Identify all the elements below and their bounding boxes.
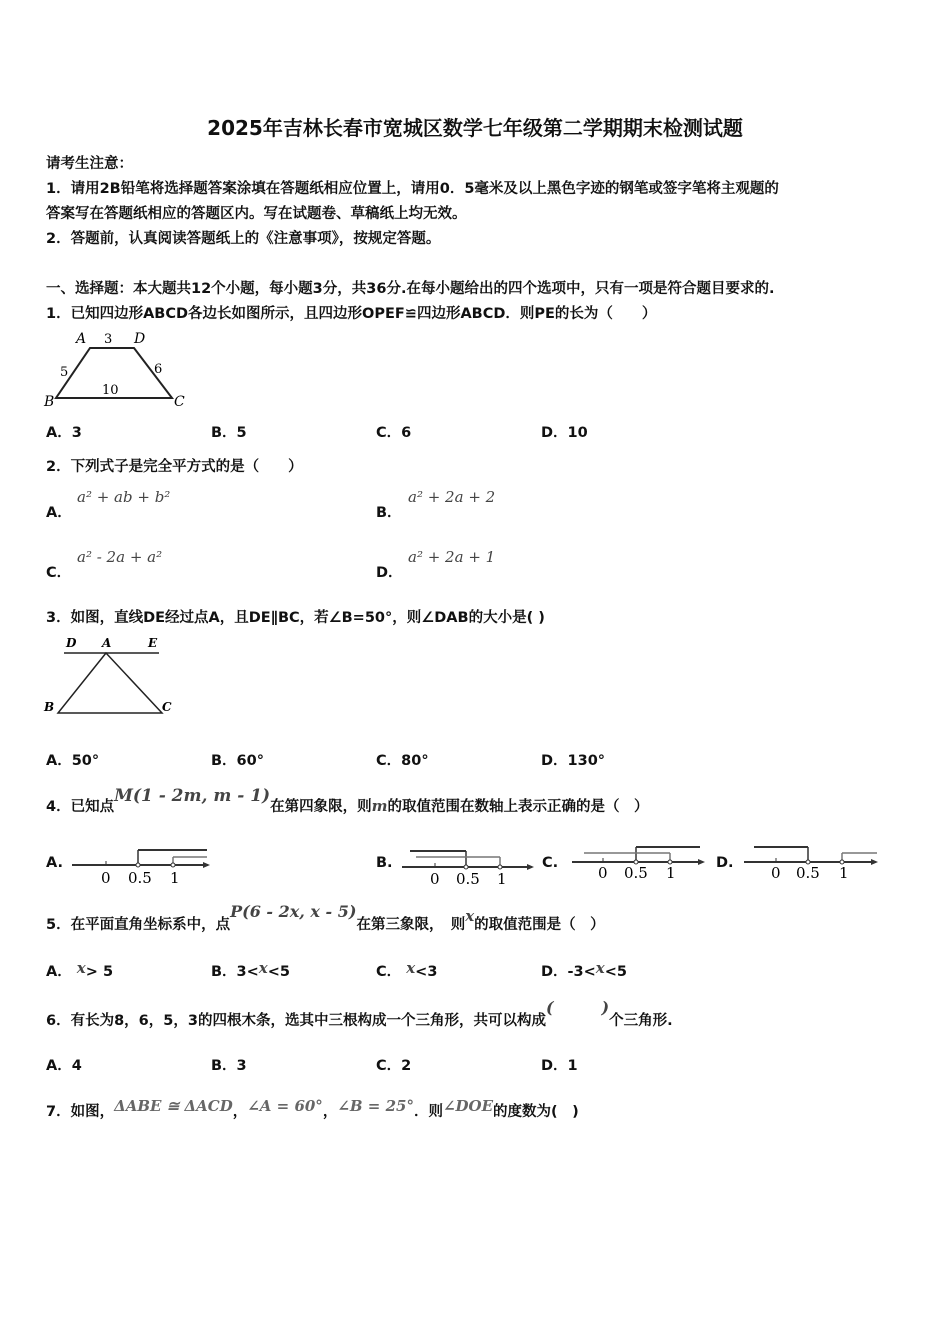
expression: a² + 2a + 1 xyxy=(408,548,496,566)
svg-text:0: 0 xyxy=(771,864,781,882)
notice-line: 答案写在答题纸相应的答题区内。写在试题卷、草稿纸上均无效。 xyxy=(46,206,467,222)
question-2: 2．下列式子是完全平方式的是（ ） xyxy=(46,459,303,475)
q4-post: 的取值范围在数轴上表示正确的是（ ） xyxy=(387,799,649,815)
angle-doe-expression: ∠DOE xyxy=(442,1097,494,1115)
svg-text:1: 1 xyxy=(497,870,507,888)
point-expression: P(6 - 2x, x - 5) xyxy=(230,902,357,921)
svg-text:0.5: 0.5 xyxy=(624,864,648,882)
page-title: 2025年吉林长春市宽城区数学七年级第二学期期末检测试题 xyxy=(207,116,743,140)
label-d: D xyxy=(66,636,77,650)
option-d[interactable]: D． xyxy=(376,565,403,581)
label-a: A xyxy=(76,331,87,347)
option-c[interactable]: C．80° xyxy=(376,753,429,769)
answer-blank: ( ) xyxy=(545,998,610,1017)
svg-text:1: 1 xyxy=(170,869,180,887)
label-b: B xyxy=(44,394,55,410)
option-d[interactable]: D．10 xyxy=(541,425,588,441)
label-b: B xyxy=(44,700,55,714)
quadrilateral-figure xyxy=(44,328,194,410)
option-b[interactable]: B．3 xyxy=(211,1058,247,1074)
option-b[interactable]: B. xyxy=(376,855,393,871)
option-d[interactable]: D．130° xyxy=(541,753,606,769)
option-d[interactable]: D. xyxy=(716,855,734,871)
expression: a² - 2a + a² xyxy=(77,548,163,566)
notice-line: 1．请用2B铅笔将选择题答案涂填在答题纸相应位置上，请用0．5毫米及以上黑色字迹的钢笔或签字笔将主观题的 xyxy=(46,181,779,197)
question-6 xyxy=(46,998,673,1030)
number-line-d[interactable] xyxy=(742,842,882,884)
expression: a² + 2a + 2 xyxy=(408,488,496,506)
label-ab: 5 xyxy=(60,365,69,380)
question-1: 1．已知四边形ABCD各边长如图所示，且四边形OPEF≌四边形ABCD．则PE的长为（ ） xyxy=(46,306,657,322)
label-cd: 6 xyxy=(154,362,163,377)
question-7: 7．如图，ΔABE ≅ ΔACD，∠A = 60°，∠B = 25°．则∠DOE的度数为( ) xyxy=(46,1097,579,1120)
svg-text:0: 0 xyxy=(430,870,440,888)
number-line-b[interactable] xyxy=(400,845,540,887)
svg-text:0: 0 xyxy=(101,869,111,887)
svg-text:0.5: 0.5 xyxy=(796,864,820,882)
section-heading: 一、选择题：本大题共12个小题，每小题3分，共36分.在每小题给出的四个选项中，只有一项是符合题目要求的. xyxy=(46,281,775,297)
option-c[interactable]: C．2 xyxy=(376,1058,412,1074)
question-3: 3．如图，直线DE经过点A，且DE∥BC，若∠B=50°，则∠DAB的大小是( ) xyxy=(46,610,545,626)
label-c: C xyxy=(174,394,185,410)
option-c[interactable]: C． xyxy=(46,565,72,581)
number-line-a[interactable] xyxy=(70,845,215,887)
q7-post: 的度数为( ) xyxy=(493,1104,579,1120)
variable: m xyxy=(371,797,388,815)
option-a[interactable]: A. xyxy=(46,855,63,871)
q5-mid: 在第三象限， 则 xyxy=(356,917,466,933)
number-line-c[interactable] xyxy=(570,842,710,884)
q5-post: 的取值范围是（ ） xyxy=(474,917,605,933)
option-c[interactable]: C．6 xyxy=(376,425,412,441)
label-ad: 3 xyxy=(104,332,113,347)
q7-pre: 7．如图， xyxy=(46,1104,115,1120)
option-a[interactable]: A． xyxy=(46,505,72,521)
option-a[interactable]: A．3 xyxy=(46,425,82,441)
label-c: C xyxy=(162,700,172,714)
q6-text: 6．有长为8，6，5，3的四根木条，选其中三根构成一个三角形，共可以构成 xyxy=(46,1013,546,1029)
question-4 xyxy=(46,786,649,816)
q5-pre: 5．在平面直角坐标系中，点 xyxy=(46,917,231,933)
question-5 xyxy=(46,902,605,934)
option-b[interactable]: B．3<x<5 xyxy=(211,959,290,980)
svg-text:0: 0 xyxy=(598,864,608,882)
angle-a-expression: ∠A = 60° xyxy=(247,1097,323,1115)
svg-text:0.5: 0.5 xyxy=(128,869,152,887)
option-b[interactable]: B．5 xyxy=(211,425,247,441)
label-e: E xyxy=(148,636,158,650)
option-a[interactable]: A．50° xyxy=(46,753,100,769)
triangle-figure xyxy=(44,633,174,718)
congruence-expression: ΔABE ≅ ΔACD xyxy=(114,1097,233,1115)
option-a[interactable]: A．4 xyxy=(46,1058,82,1074)
svg-text:0.5: 0.5 xyxy=(456,870,480,888)
label-a: A xyxy=(102,636,112,650)
option-d[interactable]: D．1 xyxy=(541,1058,578,1074)
svg-text:1: 1 xyxy=(839,864,849,882)
option-c[interactable]: C. xyxy=(542,855,559,871)
label-bc: 10 xyxy=(102,383,119,398)
q4-mid: 在第四象限，则 xyxy=(270,799,372,815)
svg-text:1: 1 xyxy=(666,864,676,882)
notice-heading: 请考生注意： xyxy=(46,156,133,172)
variable: x xyxy=(465,907,475,925)
option-c[interactable]: C． x<3 xyxy=(376,959,438,980)
notice-line: 2．答题前，认真阅读答题纸上的《注意事项》，按规定答题。 xyxy=(46,231,441,247)
option-d[interactable]: D．-3<x<5 xyxy=(541,959,627,980)
q4-pre: 4．已知点 xyxy=(46,799,115,815)
option-a[interactable]: A． x> 5 xyxy=(46,959,114,980)
point-expression: M(1 - 2m, m - 1) xyxy=(114,786,271,806)
q6-post: 个三角形. xyxy=(609,1013,673,1029)
expression: a² + ab + b² xyxy=(77,488,171,506)
option-b[interactable]: B．60° xyxy=(211,753,264,769)
option-b[interactable]: B． xyxy=(376,505,402,521)
angle-b-expression: ∠B = 25° xyxy=(337,1097,414,1115)
label-d: D xyxy=(134,331,146,347)
